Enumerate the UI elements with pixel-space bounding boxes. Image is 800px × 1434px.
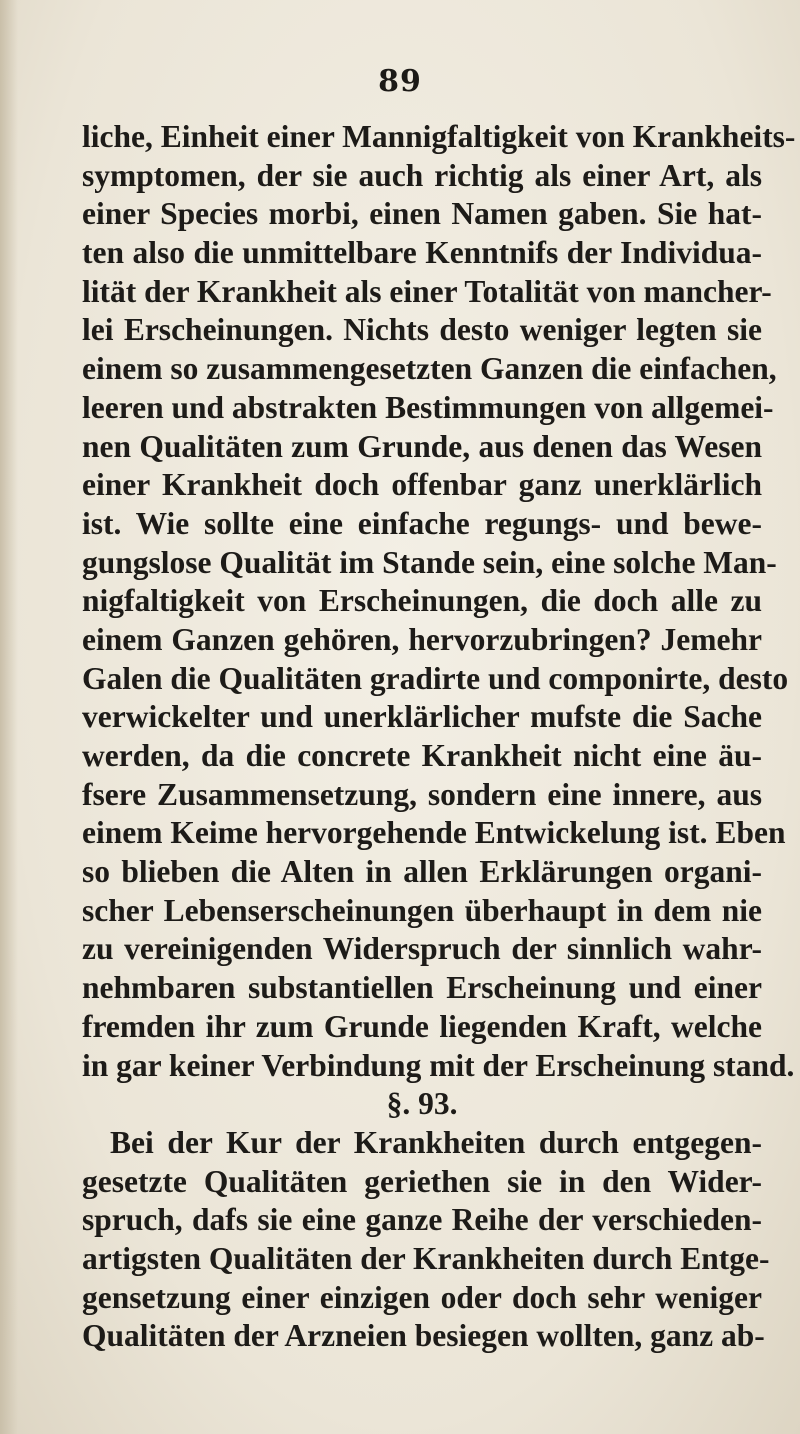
- page-number: 89: [378, 64, 422, 99]
- text-line: nen Qualitäten zum Grunde, aus denen das Wesen: [82, 428, 762, 464]
- text-line: lität der Krankheit als einer Totalität von mancher-: [82, 273, 772, 309]
- text-line: Bei der Kur der Krankheiten durch entgegen-: [110, 1124, 762, 1160]
- text-line: scher Lebenserscheinungen überhaupt in dem nie: [82, 892, 762, 928]
- text-line: liche, Einheit einer Mannigfaltigkeit von Krankheits-: [82, 119, 796, 154]
- text-line: nehmbaren substantiellen Erscheinung und einer: [82, 970, 762, 1006]
- text-line: einer Species morbi, einen Namen gaben. Sie hat-: [82, 196, 762, 232]
- text-line: ten also die unmittelbare Kenntnifs der Individua-: [82, 235, 762, 271]
- text-line: gungslose Qualität im Stande sein, eine solche Man-: [82, 544, 777, 580]
- text-line: so blieben die Alten in allen Erklärungen organi-: [82, 854, 762, 890]
- text-line: Qualitäten der Arzneien besiegen wollten, ganz ab-: [82, 1318, 765, 1354]
- section-heading: §. 93.: [386, 1086, 458, 1122]
- text-line: in gar keiner Verbindung mit der Erscheinung stand.: [82, 1047, 795, 1083]
- text-line: einem so zusammengesetzten Ganzen die einfachen,: [82, 351, 777, 387]
- text-line: einer Krankheit doch offenbar ganz unerklärlich: [82, 467, 762, 503]
- text-line: spruch, dafs sie eine ganze Reihe der verschieden-: [82, 1202, 762, 1238]
- text-line: symptomen, der sie auch richtig als einer Art, als: [82, 157, 762, 193]
- text-line: einem Ganzen gehören, hervorzubringen? Jemehr: [82, 621, 762, 657]
- text-line: nigfaltigkeit von Erscheinungen, die doch alle zu: [82, 583, 762, 619]
- text-line: einem Keime hervorgehende Entwickelung ist. Eben: [82, 815, 786, 851]
- text-line: ist. Wie sollte eine einfache regungs- und bewe-: [82, 505, 762, 541]
- text-line: leeren und abstrakten Bestimmungen von allgemei-: [82, 389, 774, 425]
- text-line: Galen die Qualitäten gradirte und componirte, desto: [82, 660, 789, 696]
- text-line: gensetzung einer einzigen oder doch sehr weniger: [82, 1279, 762, 1315]
- spine-shadow: [0, 0, 18, 1434]
- text-line: zu vereinigenden Widerspruch der sinnlich wahr-: [82, 931, 762, 967]
- text-line: fremden ihr zum Grunde liegenden Kraft, welche: [82, 1008, 762, 1044]
- text-line: gesetzte Qualitäten geriethen sie in den Wider-: [82, 1163, 762, 1199]
- body-text: [82, 118, 796, 1356]
- text-line: werden, da die concrete Krankheit nicht eine äu-: [82, 738, 762, 773]
- text-line: artigsten Qualitäten der Krankheiten durch Entge-: [82, 1240, 770, 1276]
- text-line: lei Erscheinungen. Nichts desto weniger legten sie: [82, 312, 762, 348]
- text-line: fsere Zusammensetzung, sondern eine innere, aus: [82, 776, 762, 812]
- text-line: verwickelter und unerklärlicher mufste die Sache: [82, 699, 762, 735]
